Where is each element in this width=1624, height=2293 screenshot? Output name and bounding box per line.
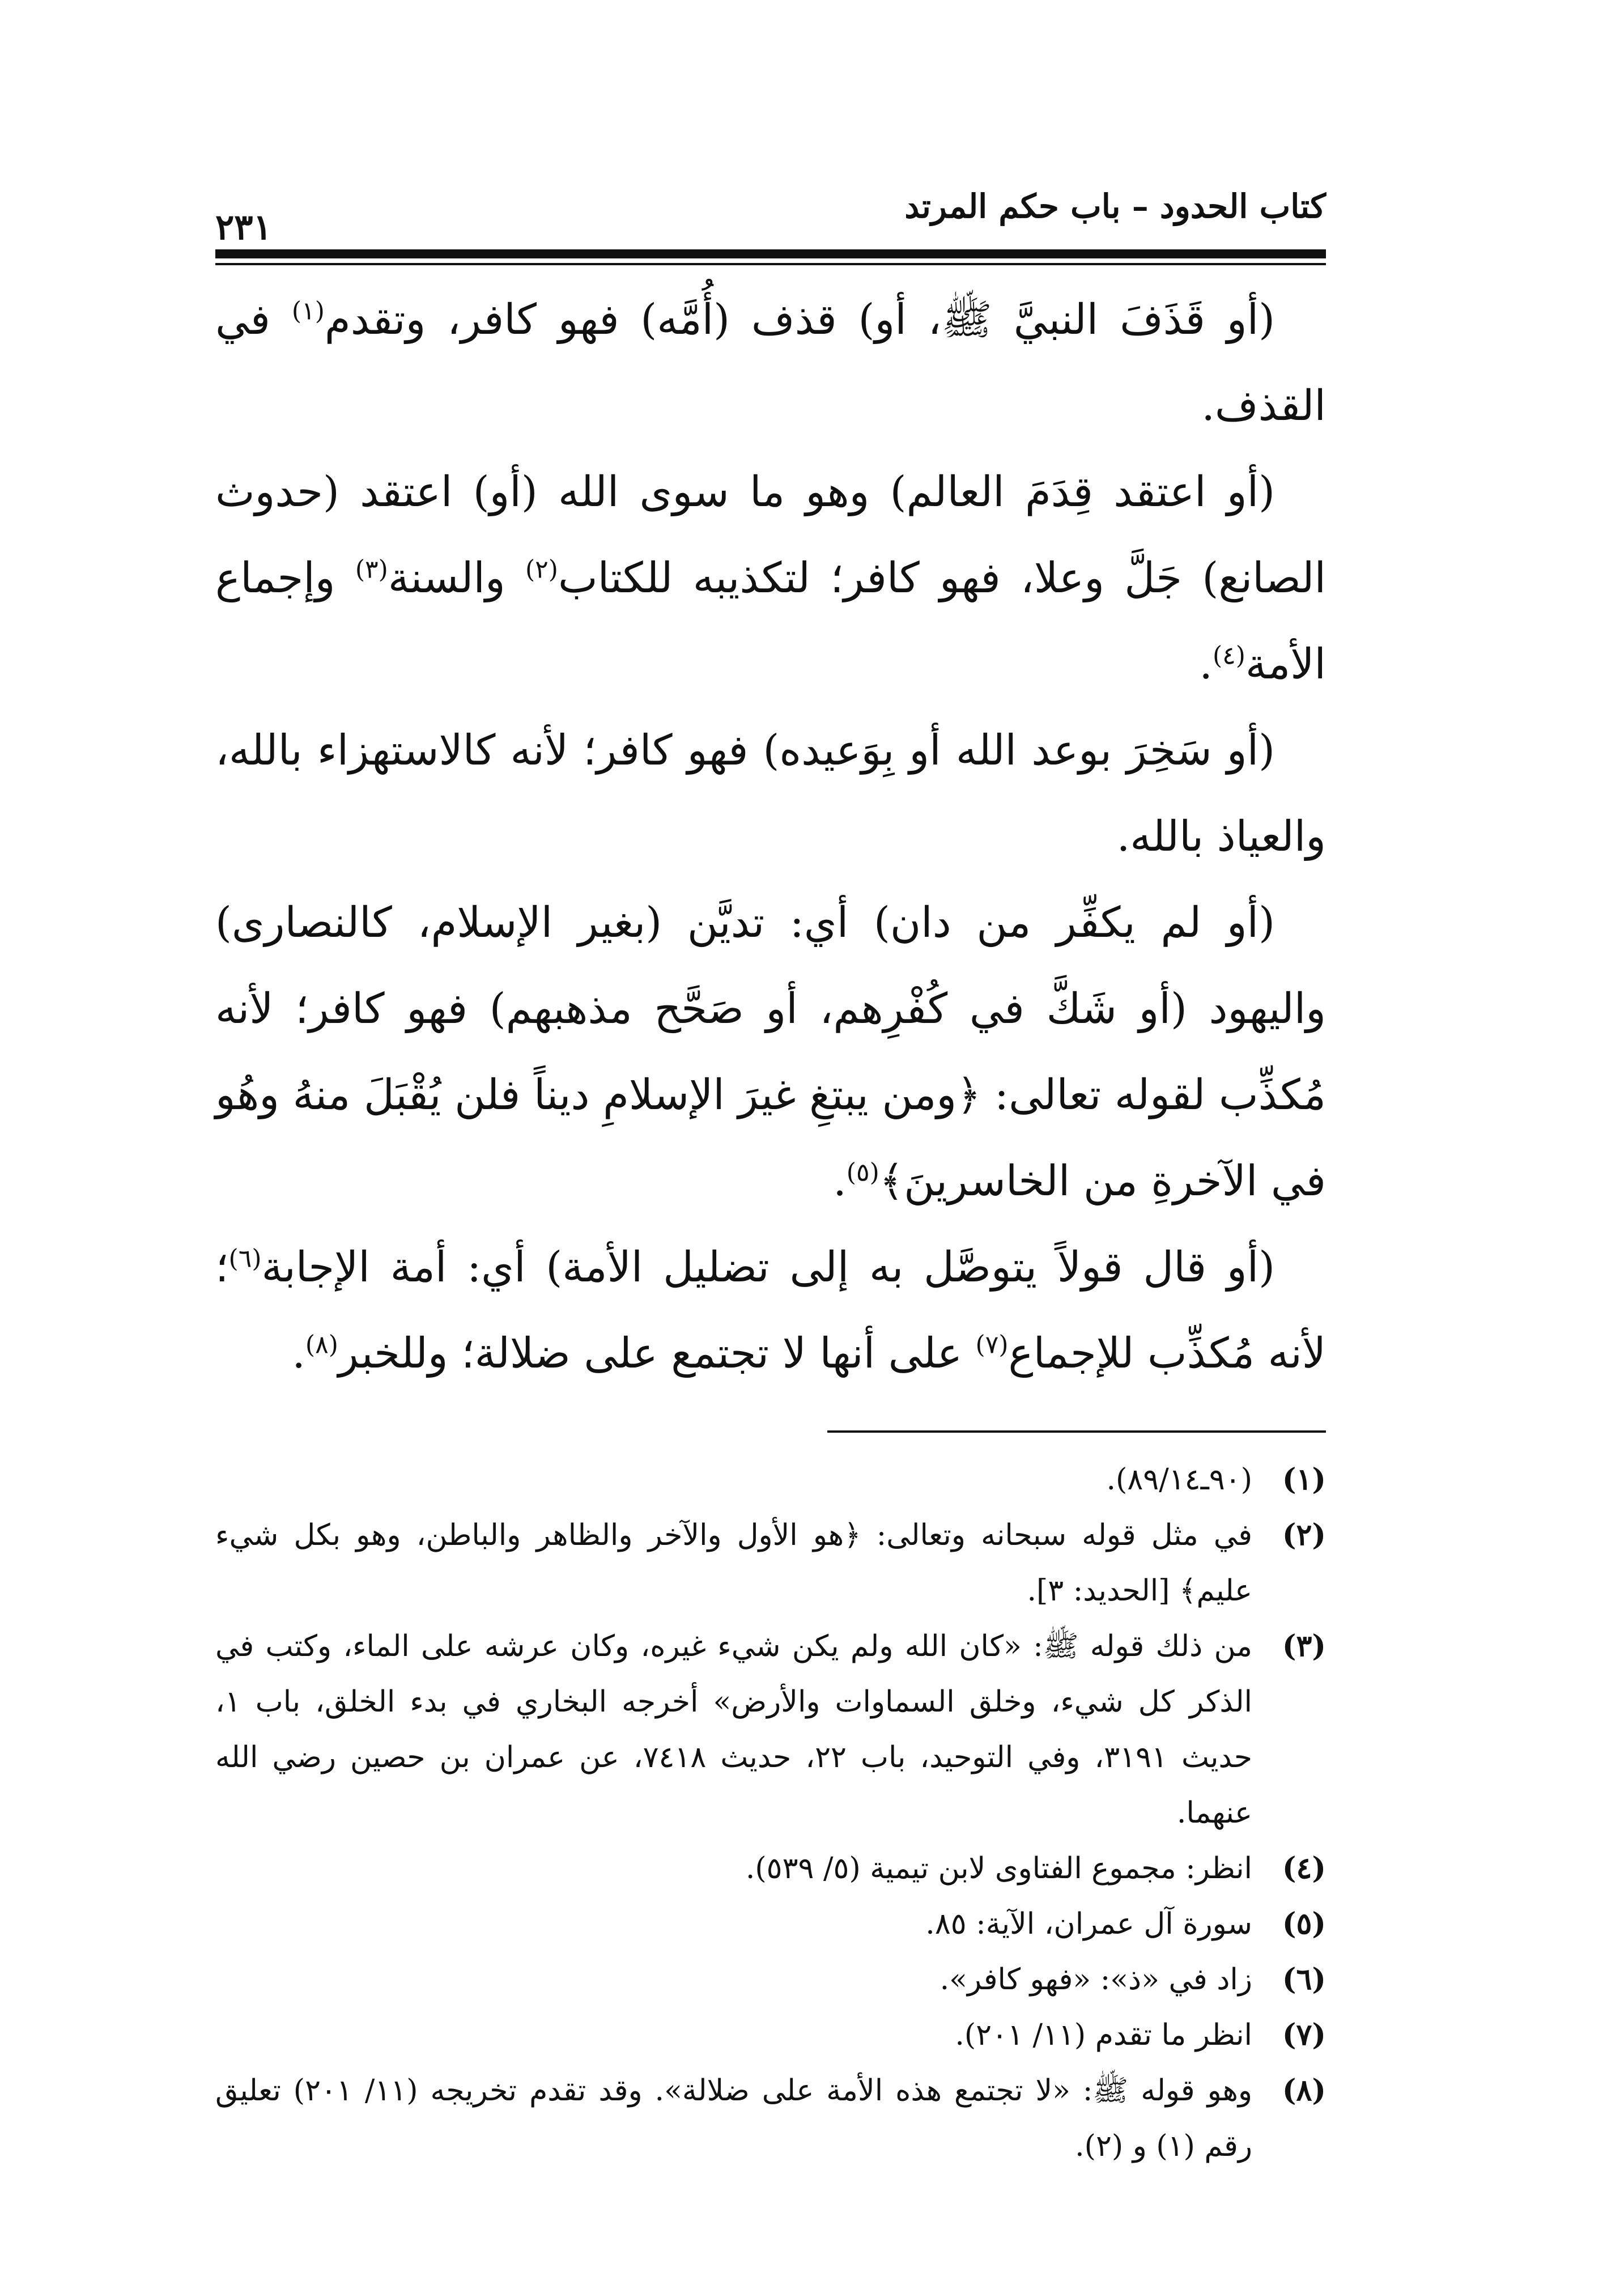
footnote-ref[interactable]: (٨): [305, 1330, 338, 1360]
footnote-text: انظر ما تقدم (١١/ ٢٠١).: [955, 2018, 1252, 2052]
footnote-number: (١): [1282, 1462, 1326, 1497]
paragraph-5: [215, 1224, 1326, 1396]
paragraph-text: ؛ لأنه مُكذِّب للإجماع: [215, 1243, 1326, 1378]
paragraph-text: (أو لم يكفِّر من دان) أي: تديَّن (بغير الإسلام، كالنصارى) واليهود (أو شَكَّ في كُفْرِهم، أو صَحَّح مذهبهم) فهو كافر؛ لأنه مُكذِّب لقوله تعالى: ﴿ومن يبتغِ غيرَ الإسلامِ ديناً فلن يُقْبَلَ منهُ وهُو في الآخرةِ من الخاسرينَ﴾: [215, 898, 1326, 1205]
footnote-number: (٣): [1282, 1629, 1326, 1663]
footnote-6: [215, 1952, 1326, 2007]
footnote-ref[interactable]: (٤): [1212, 641, 1245, 670]
footnote-2: [215, 1508, 1326, 1619]
footnote-number: (٨): [1282, 2073, 1326, 2108]
header-rule-thin: [215, 263, 1326, 265]
footnote-1: [215, 1452, 1326, 1508]
header-rule-thick: [215, 249, 1326, 258]
footnote-number: (٥): [1282, 1906, 1326, 1941]
footnote-text: في مثل قوله سبحانه وتعالى: ﴿هو الأول والآخر والظاهر والباطن، وهو بكل شيء عليم﴾ [الحديد: ٣].: [215, 1518, 1253, 1608]
footnote-4: [215, 1841, 1326, 1896]
paragraph-text: .: [292, 1329, 305, 1378]
paragraph-3: [215, 707, 1326, 880]
footnote-ref[interactable]: (٧): [975, 1330, 1009, 1360]
footnote-ref[interactable]: (٥): [846, 1158, 879, 1187]
footnote-number: (٢): [1282, 1518, 1326, 1552]
footnote-ref[interactable]: (٦): [228, 1244, 262, 1273]
footnotes: [215, 1452, 1326, 2174]
paragraph-2: [215, 449, 1326, 707]
footnote-text: وهو قوله ﷺ: «لا تجتمع هذه الأمة على ضلالة». وقد تقدم تخريجه (١١/ ٢٠١) تعليق رقم (١) و (٢).: [215, 2074, 1252, 2163]
footnote-8: [215, 2063, 1326, 2174]
page-number: ٢٣١: [215, 206, 272, 248]
footnote-ref[interactable]: (٣): [355, 555, 388, 584]
footnote-number: (٦): [1282, 1962, 1326, 1997]
running-title: كتاب الحدود – باب حكم المرتد: [904, 187, 1326, 226]
footnote-separator: [827, 1430, 1326, 1433]
footnote-ref[interactable]: (١): [291, 296, 325, 326]
paragraph-text: .: [1199, 640, 1213, 689]
footnote-ref[interactable]: (٢): [525, 555, 558, 584]
paragraph-text: والسنة: [388, 554, 525, 602]
footnote-text: (٩٠ـ٨٩/١٤).: [1106, 1463, 1252, 1497]
footnote-5: [215, 1896, 1326, 1952]
page-header: [215, 187, 1326, 249]
paragraph-text: (أو قَذَفَ النبيَّ ﷺ، أو) قذف (أُمَّه) فهو كافر، وتقدم: [324, 295, 1276, 344]
footnote-3: [215, 1619, 1326, 1841]
paragraph-text: في القذف.: [215, 295, 1326, 430]
footnote-number: (٧): [1282, 2018, 1326, 2052]
paragraph-text: على أنها لا تجتمع على ضلالة؛ وللخبر: [338, 1329, 976, 1378]
paragraph-text: (أو اعتقد قِدَمَ العالم) وهو ما سوى الله (أو) اعتقد (حدوث الصانع) جَلَّ وعلا، فهو كافر؛ لتكذيبه للكتاب: [215, 468, 1326, 602]
document-page: [215, 187, 1326, 2171]
footnote-text: زاد في «ذ»: «فهو كافر».: [939, 1963, 1252, 1997]
paragraph-text: .: [833, 1157, 847, 1205]
paragraph-text: (أو قال قولاً يتوصَّل به إلى تضليل الأمة) أي: أمة الإجابة: [261, 1243, 1275, 1292]
footnote-number: (٤): [1282, 1851, 1326, 1886]
footnote-7: [215, 2007, 1326, 2063]
paragraph-4: [215, 880, 1326, 1224]
main-text: [215, 277, 1326, 1396]
footnote-text: من ذلك قوله ﷺ: «كان الله ولم يكن شيء غيره، وكان عرشه على الماء، وكتب في الذكر كل شيء، وخلق السماوات والأرض» أخرجه البخاري في بدء الخلق، باب ١، حديث ٣١٩١، وفي التوحيد، باب ٢٢، حديث ٧٤١٨، عن عمران بن حصين رضي الله عنهما.: [215, 1629, 1252, 1830]
paragraph-text: وإجماع الأمة: [215, 554, 1326, 689]
paragraph-1: [215, 277, 1326, 449]
footnote-text: انظر: مجموع الفتاوى لابن تيمية (٥/ ٥٣٩).: [745, 1852, 1252, 1886]
footnote-text: سورة آل عمران، الآية: ٨٥.: [925, 1907, 1252, 1941]
paragraph-text: (أو سَخِرَ بوعد الله أو بِوَعيده) فهو كافر؛ لأنه كالاستهزاء بالله، والعياذ بالله.: [215, 726, 1326, 861]
